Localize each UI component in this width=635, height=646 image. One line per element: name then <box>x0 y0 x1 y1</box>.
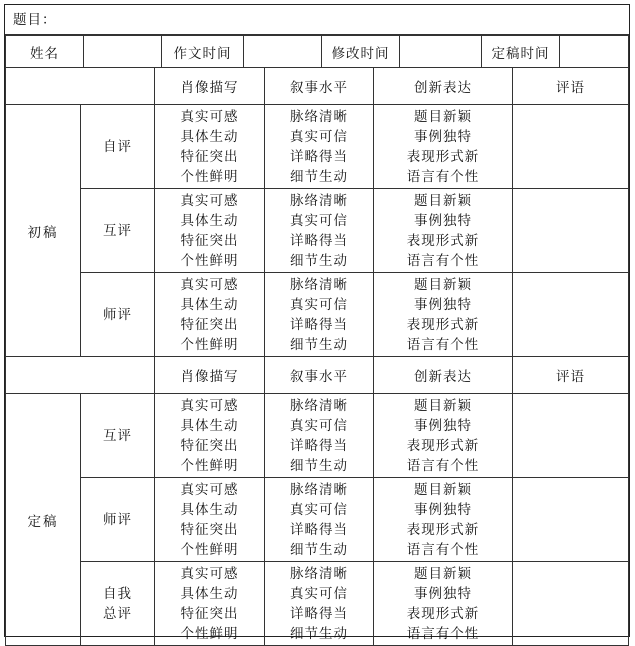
innovation-criteria-cell[interactable] <box>374 394 513 478</box>
criteria-item: 特征突出 <box>180 148 239 165</box>
criteria-item: 细节生动 <box>290 252 348 269</box>
criteria-item: 真实可感 <box>180 192 239 209</box>
criteria-item: 脉络清晰 <box>290 397 348 414</box>
evaluator-label: 师评 <box>81 273 155 357</box>
evaluation-row <box>6 562 629 646</box>
criteria-item: 详略得当 <box>290 316 348 333</box>
evaluator-label: 互评 <box>81 394 155 478</box>
comment-field[interactable] <box>513 273 629 357</box>
criteria-item: 真实可信 <box>290 128 348 145</box>
header-row <box>6 357 629 394</box>
evaluation-row <box>6 273 629 357</box>
criteria-item: 事例独特 <box>414 585 472 602</box>
criteria-item: 详略得当 <box>290 232 348 249</box>
criteria-item: 题目新颖 <box>414 481 472 498</box>
criteria-item: 脉络清晰 <box>290 276 348 293</box>
header-innovation: 创新表达 <box>374 357 513 394</box>
criteria-item: 事例独特 <box>414 212 472 229</box>
criteria-item: 个性鲜明 <box>180 541 239 558</box>
criteria-item: 具体生动 <box>180 296 239 313</box>
title-label: 题目： <box>13 12 57 28</box>
portrait-criteria-cell[interactable] <box>155 273 265 357</box>
header-narrative: 叙事水平 <box>265 357 374 394</box>
criteria-item: 表现形式新 <box>406 316 480 333</box>
criteria-item: 题目新颖 <box>414 192 472 209</box>
criteria-item: 细节生动 <box>290 168 348 185</box>
portrait-criteria-cell[interactable] <box>155 478 265 562</box>
comment-field[interactable] <box>513 562 629 646</box>
criteria-item: 语言有个性 <box>406 252 480 269</box>
criteria-item: 语言有个性 <box>406 625 480 642</box>
criteria-item: 具体生动 <box>180 417 239 434</box>
stage-label: 定稿 <box>6 394 81 646</box>
criteria-item: 真实可信 <box>290 212 348 229</box>
criteria-item: 特征突出 <box>180 232 239 249</box>
criteria-item: 真实可感 <box>180 565 239 582</box>
evaluator-label: 师评 <box>81 478 155 562</box>
portrait-criteria-cell[interactable] <box>155 562 265 646</box>
criteria-item: 特征突出 <box>180 605 239 622</box>
header-comment: 评语 <box>513 68 629 105</box>
criteria-item: 事例独特 <box>414 296 472 313</box>
criteria-item: 具体生动 <box>180 585 239 602</box>
innovation-criteria-cell[interactable] <box>374 273 513 357</box>
evaluation-table <box>5 67 629 646</box>
revise-time-field[interactable] <box>400 36 482 68</box>
criteria-item: 事例独特 <box>414 128 472 145</box>
criteria-item: 真实可感 <box>180 108 239 125</box>
criteria-item: 真实可信 <box>290 585 348 602</box>
header-innovation: 创新表达 <box>374 68 513 105</box>
criteria-item: 脉络清晰 <box>290 108 348 125</box>
portrait-criteria-cell[interactable] <box>155 394 265 478</box>
write-time-field[interactable] <box>244 36 322 68</box>
criteria-item: 语言有个性 <box>406 541 480 558</box>
criteria-item: 事例独特 <box>414 417 472 434</box>
criteria-item: 真实可感 <box>180 481 239 498</box>
stage-label: 初稿 <box>6 105 81 357</box>
criteria-item: 语言有个性 <box>406 168 480 185</box>
criteria-item: 题目新颖 <box>414 108 472 125</box>
write-time-label: 作文时间 <box>162 36 244 68</box>
evaluation-row <box>6 394 629 478</box>
criteria-item: 脉络清晰 <box>290 192 348 209</box>
criteria-item: 详略得当 <box>290 148 348 165</box>
criteria-item: 个性鲜明 <box>180 625 239 642</box>
criteria-item: 细节生动 <box>290 541 348 558</box>
name-label: 姓名 <box>6 36 84 68</box>
innovation-criteria-cell[interactable] <box>374 189 513 273</box>
header-blank-cell <box>6 357 155 394</box>
criteria-item: 细节生动 <box>290 625 348 642</box>
header-comment: 评语 <box>513 357 629 394</box>
name-field[interactable] <box>84 36 162 68</box>
narrative-criteria-cell[interactable] <box>265 478 374 562</box>
narrative-criteria-cell[interactable] <box>265 105 374 189</box>
criteria-item: 语言有个性 <box>406 336 480 353</box>
header-narrative: 叙事水平 <box>265 68 374 105</box>
title-field[interactable] <box>5 5 629 35</box>
narrative-criteria-cell[interactable] <box>265 562 374 646</box>
criteria-item: 具体生动 <box>180 501 239 518</box>
comment-field[interactable] <box>513 105 629 189</box>
criteria-item: 详略得当 <box>290 521 348 538</box>
header-portrait: 肖像描写 <box>155 68 265 105</box>
criteria-item: 具体生动 <box>180 128 239 145</box>
criteria-item: 个性鲜明 <box>180 457 239 474</box>
criteria-item: 特征突出 <box>180 316 239 333</box>
evaluation-row <box>6 189 629 273</box>
narrative-criteria-cell[interactable] <box>265 189 374 273</box>
header-portrait: 肖像描写 <box>155 357 265 394</box>
evaluator-label: 自我 总评 <box>81 562 155 646</box>
final-time-field[interactable] <box>560 36 629 68</box>
narrative-criteria-cell[interactable] <box>265 394 374 478</box>
criteria-item: 详略得当 <box>290 605 348 622</box>
criteria-item: 真实可感 <box>180 397 239 414</box>
criteria-item: 脉络清晰 <box>290 565 348 582</box>
criteria-item: 个性鲜明 <box>180 168 239 185</box>
criteria-item: 表现形式新 <box>406 148 480 165</box>
criteria-item: 细节生动 <box>290 336 348 353</box>
criteria-item: 真实可信 <box>290 417 348 434</box>
info-table <box>5 35 629 68</box>
header-row <box>6 68 629 105</box>
criteria-item: 详略得当 <box>290 437 348 454</box>
criteria-item: 题目新颖 <box>414 276 472 293</box>
criteria-item: 表现形式新 <box>406 521 480 538</box>
innovation-criteria-cell[interactable] <box>374 105 513 189</box>
evaluator-label: 互评 <box>81 189 155 273</box>
innovation-criteria-cell[interactable] <box>374 478 513 562</box>
header-blank-cell <box>6 68 155 105</box>
portrait-criteria-cell[interactable] <box>155 189 265 273</box>
criteria-item: 真实可感 <box>180 276 239 293</box>
criteria-item: 细节生动 <box>290 457 348 474</box>
revise-time-label: 修改时间 <box>322 36 400 68</box>
criteria-item: 表现形式新 <box>406 437 480 454</box>
criteria-item: 题目新颖 <box>414 565 472 582</box>
criteria-item: 特征突出 <box>180 437 239 454</box>
evaluation-row <box>6 105 629 189</box>
evaluation-form <box>4 4 630 642</box>
criteria-item: 表现形式新 <box>406 232 480 249</box>
comment-field[interactable] <box>513 478 629 562</box>
narrative-criteria-cell[interactable] <box>265 273 374 357</box>
criteria-item: 真实可信 <box>290 501 348 518</box>
criteria-item: 特征突出 <box>180 521 239 538</box>
criteria-item: 脉络清晰 <box>290 481 348 498</box>
comment-field[interactable] <box>513 394 629 478</box>
innovation-criteria-cell[interactable] <box>374 562 513 646</box>
criteria-item: 事例独特 <box>414 501 472 518</box>
criteria-item: 表现形式新 <box>406 605 480 622</box>
criteria-item: 具体生动 <box>180 212 239 229</box>
evaluator-label: 自评 <box>81 105 155 189</box>
criteria-item: 题目新颖 <box>414 397 472 414</box>
criteria-item: 个性鲜明 <box>180 252 239 269</box>
criteria-item: 个性鲜明 <box>180 336 239 353</box>
evaluation-row <box>6 478 629 562</box>
criteria-item: 真实可信 <box>290 296 348 313</box>
final-time-label: 定稿时间 <box>482 36 560 68</box>
comment-field[interactable] <box>513 189 629 273</box>
portrait-criteria-cell[interactable] <box>155 105 265 189</box>
criteria-item: 语言有个性 <box>406 457 480 474</box>
